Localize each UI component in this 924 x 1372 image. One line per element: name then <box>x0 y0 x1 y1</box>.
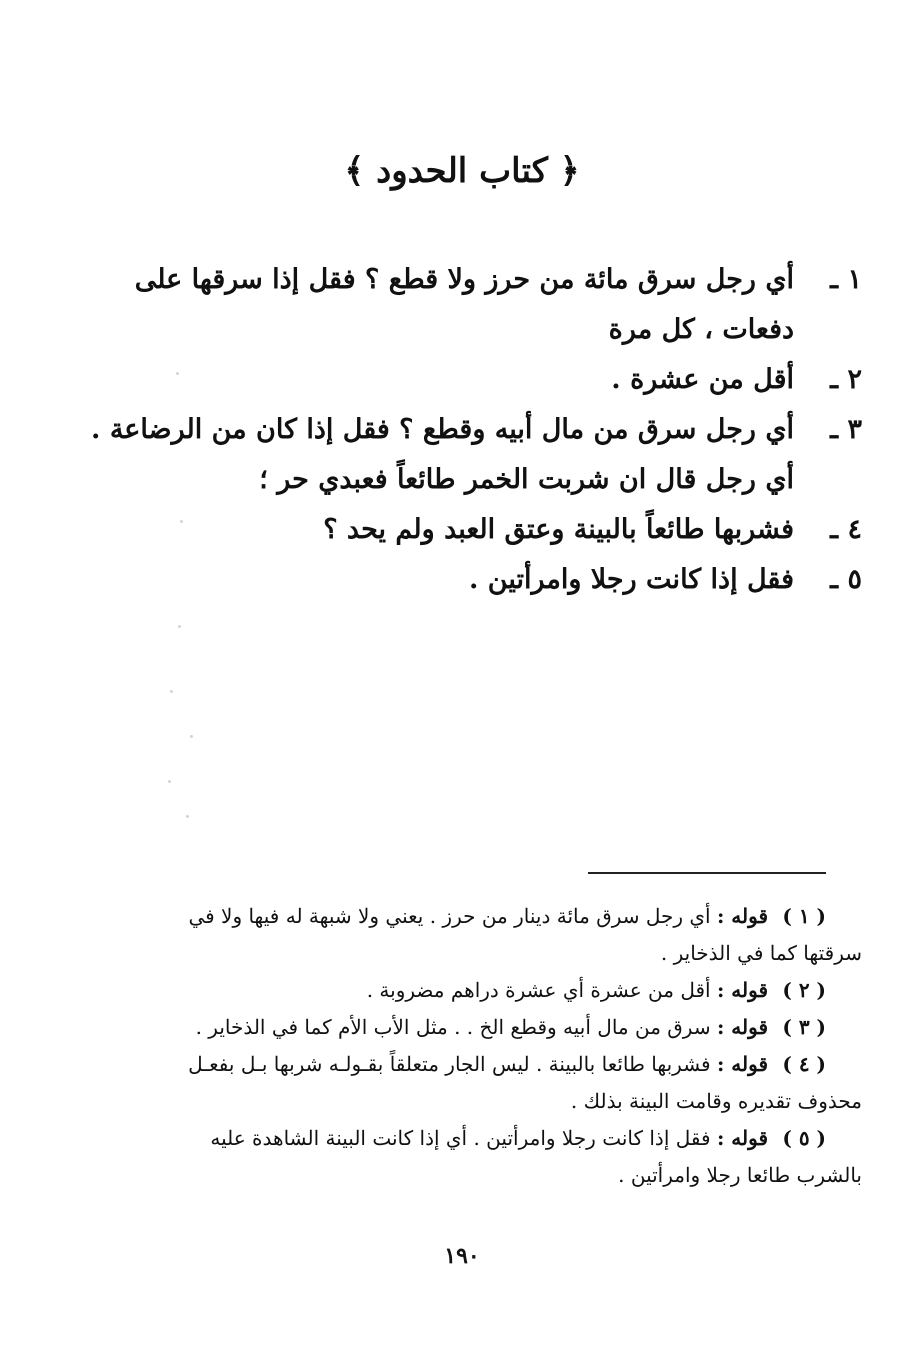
footnote-text: أقل من عشرة أي عشرة دراهم مضروبة . <box>366 978 711 1002</box>
footnote-label: قوله : <box>716 1052 769 1076</box>
scan-speck <box>180 520 183 523</box>
question-line: دفعات ، كل مرة <box>608 314 794 345</box>
footnote-number: ( ٢ ) <box>782 978 826 1002</box>
footnote-label: قوله : <box>716 978 769 1002</box>
question-line: أي رجل قال ان شربت الخمر طائعاً فعبدي حر ؛ <box>259 464 794 495</box>
question-line: فشربها طائعاً بالبينة وعتق العبد ولم يحد ؟ <box>323 514 794 545</box>
question-number: ٢ ـ <box>830 364 862 395</box>
scan-speck <box>176 372 179 375</box>
question-number: ٥ ـ <box>830 564 862 595</box>
footnote-text: سرق من مال أبيه وقطع الخ . . مثل الأب الأم كما في الذخاير . <box>195 1015 711 1039</box>
footnote-3 <box>104 1009 826 1046</box>
footnote-2 <box>104 972 826 1009</box>
footnote-5 <box>104 1120 862 1194</box>
footnote-separator <box>588 872 826 874</box>
footnote-label: قوله : <box>716 1126 769 1150</box>
questions-list <box>91 255 862 605</box>
footnote-label: قوله : <box>716 1015 769 1039</box>
scan-speck <box>170 690 173 693</box>
question-item-3 <box>91 405 862 505</box>
footnote-continuation: سرقتها كما في الذخاير . <box>660 941 862 965</box>
footnotes-section <box>104 898 862 1194</box>
footnote-4 <box>104 1046 862 1120</box>
footnote-number: ( ٣ ) <box>782 1015 826 1039</box>
footnote-continuation: بالشرب طائعا رجلا وامرأتين . <box>618 1163 862 1187</box>
question-line: أي رجل سرق من مال أبيه وقطع ؟ فقل إذا كان من الرضاعة . <box>91 414 794 445</box>
question-number: ٤ ـ <box>830 514 862 545</box>
footnote-1 <box>104 898 862 972</box>
footnote-text: فشربها طائعا بالبينة . ليس الجار متعلقاً بقـولـه شربها بـل بفعـل <box>188 1052 711 1076</box>
question-item-1 <box>94 255 862 355</box>
question-line: أقل من عشرة . <box>611 364 794 395</box>
scan-speck <box>190 735 193 738</box>
footnote-number: ( ١ ) <box>782 904 826 928</box>
scan-speck <box>186 815 189 818</box>
question-number: ٣ ـ <box>830 414 862 445</box>
question-line: فقل إذا كانت رجلا وامرأتين . <box>468 564 794 595</box>
footnote-number: ( ٤ ) <box>782 1052 826 1076</box>
page-number: ١٩٠ <box>444 1243 480 1269</box>
footnote-continuation: محذوف تقديره وقامت البينة بذلك . <box>570 1089 862 1113</box>
scan-speck <box>168 780 171 783</box>
question-item-5 <box>94 555 862 605</box>
question-item-2 <box>94 355 862 405</box>
footnote-number: ( ٥ ) <box>782 1126 826 1150</box>
question-line: أي رجل سرق مائة من حرز ولا قطع ؟ فقل إذا سرقها على <box>134 264 794 295</box>
question-number: ١ ـ <box>830 264 862 295</box>
footnote-text: أي رجل سرق مائة دينار من حرز . يعني ولا شبهة له فيها ولا في <box>188 904 711 928</box>
footnote-label: قوله : <box>716 904 769 928</box>
question-item-4 <box>94 505 862 555</box>
chapter-title: ﴿ كتاب الحدود ﴾ <box>344 151 580 191</box>
scan-speck <box>178 625 181 628</box>
footnote-text: فقل إذا كانت رجلا وامرأتين . أي إذا كانت البينة الشاهدة عليه <box>210 1126 711 1150</box>
